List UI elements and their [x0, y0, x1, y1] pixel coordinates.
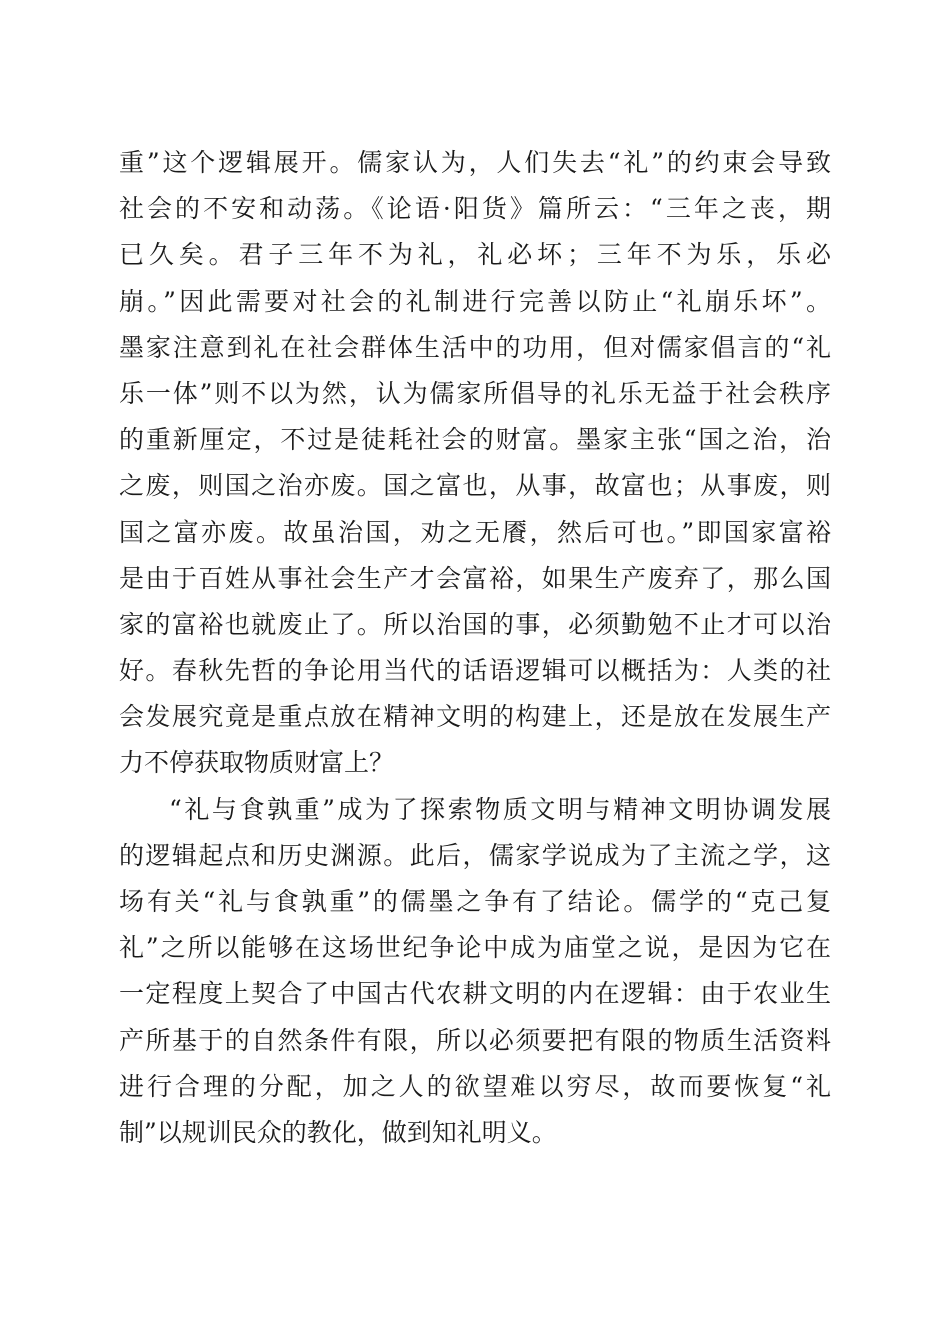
text-line: 重”这个逻辑展开。儒家认为，人们失去“礼”的约束会导致	[119, 148, 831, 177]
body-text	[119, 140, 831, 1156]
text-line: 已久矣。君子三年不为礼，礼必坏；三年不为乐，乐必	[119, 240, 831, 270]
text-line: 是由于百姓从事社会生产才会富裕，如果生产废弃了，那么国	[119, 563, 831, 593]
text-line: 场有关“礼与食孰重”的儒墨之争有了结论。儒学的“克己复	[119, 887, 831, 916]
text-line: 国之富亦废。故虽治国，劝之无餍，然后可也。”即国家富裕	[119, 517, 831, 547]
text-line: 一定程度上契合了中国古代农耕文明的内在逻辑：由于农业生	[119, 979, 831, 1009]
text-line: 乐一体”则不以为然，认为儒家所倡导的礼乐无益于社会秩序	[119, 378, 831, 408]
text-line: 家的富裕也就废止了。所以治国的事，必须勤勉不止才可以治	[119, 609, 831, 639]
text-line: 好。春秋先哲的争论用当代的话语逻辑可以概括为：人类的社	[119, 656, 831, 686]
text-line: 社会的不安和动荡。《论语·阳货》篇所云：“三年之丧，期	[119, 194, 831, 224]
paragraph-1	[119, 140, 831, 787]
text-line: 制”以规训民众的教化，做到知礼明义。	[119, 1117, 557, 1147]
text-line: 礼”之所以能够在这场世纪争论中成为庙堂之说，是因为它在	[119, 933, 831, 963]
text-line: 的重新厘定，不过是徒耗社会的财富。墨家主张“国之治，治	[119, 425, 831, 455]
text-line: 的逻辑起点和历史渊源。此后，儒家学说成为了主流之学，这	[119, 840, 831, 870]
text-line: 墨家注意到礼在社会群体生活中的功用，但对儒家倡言的“礼	[119, 332, 831, 362]
text-line: 进行合理的分配，加之人的欲望难以穷尽，故而要恢复“礼	[119, 1071, 831, 1101]
text-line: “礼与食孰重”成为了探索物质文明与精神文明协调发展	[169, 794, 831, 824]
text-line: 之废，则国之治亦废。国之富也，从事，故富也；从事废，则	[119, 471, 831, 501]
text-line: 产所基于的自然条件有限，所以必须要把有限的物质生活资料	[119, 1025, 831, 1055]
text-line: 崩。”因此需要对社会的礼制进行完善以防止“礼崩乐坏”。	[119, 286, 831, 316]
text-line: 力不停获取物质财富上？	[119, 748, 395, 778]
paragraph-2	[119, 787, 831, 1157]
text-line: 会发展究竟是重点放在精神文明的构建上，还是放在发展生产	[119, 702, 831, 732]
